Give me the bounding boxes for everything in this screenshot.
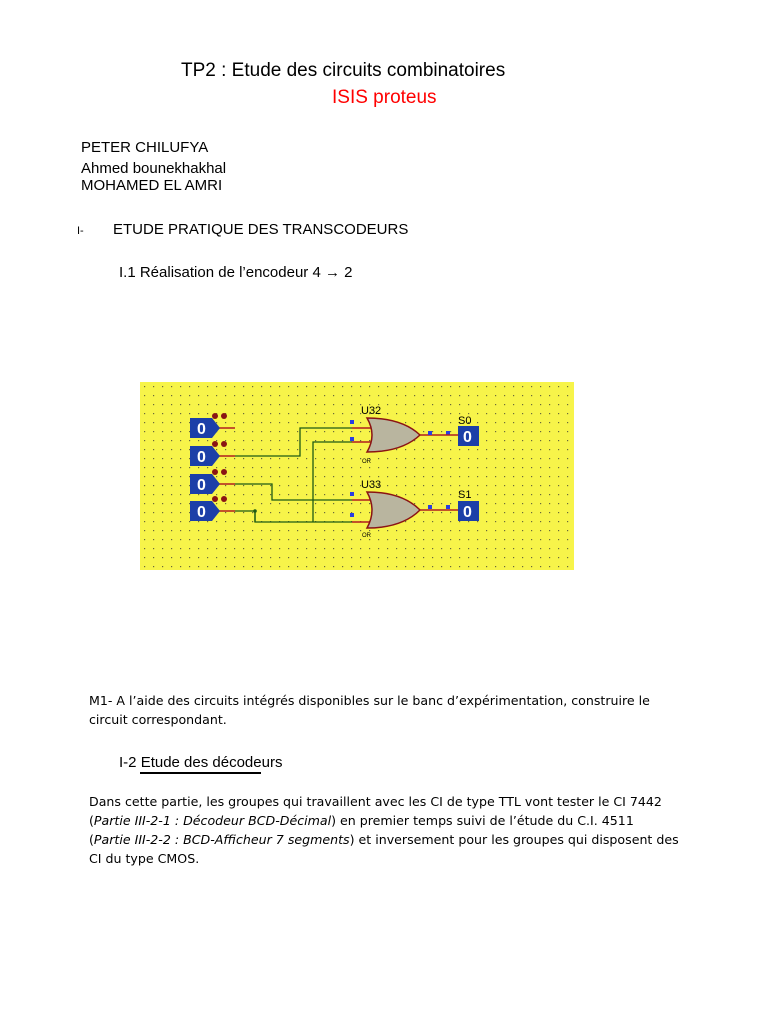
section-number: I-: [77, 225, 84, 237]
author-name: MOHAMED EL AMRI: [81, 177, 223, 194]
underline-mark: [140, 772, 261, 774]
svg-text:0: 0: [197, 449, 206, 466]
svg-text:0: 0: [463, 504, 472, 521]
section-title: ETUDE PRATIQUE DES TRANSCODEURS: [113, 221, 409, 238]
paragraph-emphasis: Partie III-2-2 : BCD-Afficheur 7 segments: [93, 832, 350, 847]
svg-text:S0: S0: [458, 415, 472, 427]
encoder-circuit-diagram: [140, 382, 574, 570]
subsection-label: Etude des décodeurs: [140, 754, 283, 771]
svg-text:OR: OR: [362, 533, 371, 539]
svg-text:S1: S1: [458, 489, 472, 501]
svg-text:U33: U33: [361, 479, 382, 491]
svg-text:OR: OR: [362, 459, 371, 465]
svg-text:U32: U32: [361, 405, 382, 417]
subsection-title: I.1 Réalisation de l’encodeur 4 → 2: [119, 264, 353, 281]
author-name: PETER CHILUFYA: [81, 139, 209, 156]
body-paragraph: [89, 792, 679, 868]
subsection-prefix: I-2: [119, 754, 141, 771]
paragraph-text: ) et inversement pour les groupes qui disposent des CI du type CMOS.: [89, 832, 679, 866]
paragraph-text: ) en premier temps suivi de l’étude du C.I. 4511 (: [89, 813, 634, 847]
paragraph-emphasis: Partie III-2-1 : Décodeur BCD-Décimal: [93, 813, 332, 828]
author-name: Ahmed bounekhakhal: [81, 160, 227, 177]
svg-text:0: 0: [197, 504, 206, 521]
svg-text:0: 0: [463, 429, 472, 446]
page-subtitle: ISIS proteus: [332, 87, 437, 108]
m1-instruction: M1- A l’aide des circuits intégrés disponibles sur le banc d’expérimentation, construire le circuit correspondant.: [89, 693, 650, 727]
page-title: TP2 : Etude des circuits combinatoires: [181, 60, 506, 81]
svg-text:0: 0: [197, 477, 206, 494]
paragraph-text: Dans cette partie, les groupes qui travaillent avec les CI de type TTL vont tester le CI 7442 (: [89, 794, 662, 828]
svg-text:0: 0: [197, 421, 206, 438]
subsection-title: [119, 754, 282, 771]
